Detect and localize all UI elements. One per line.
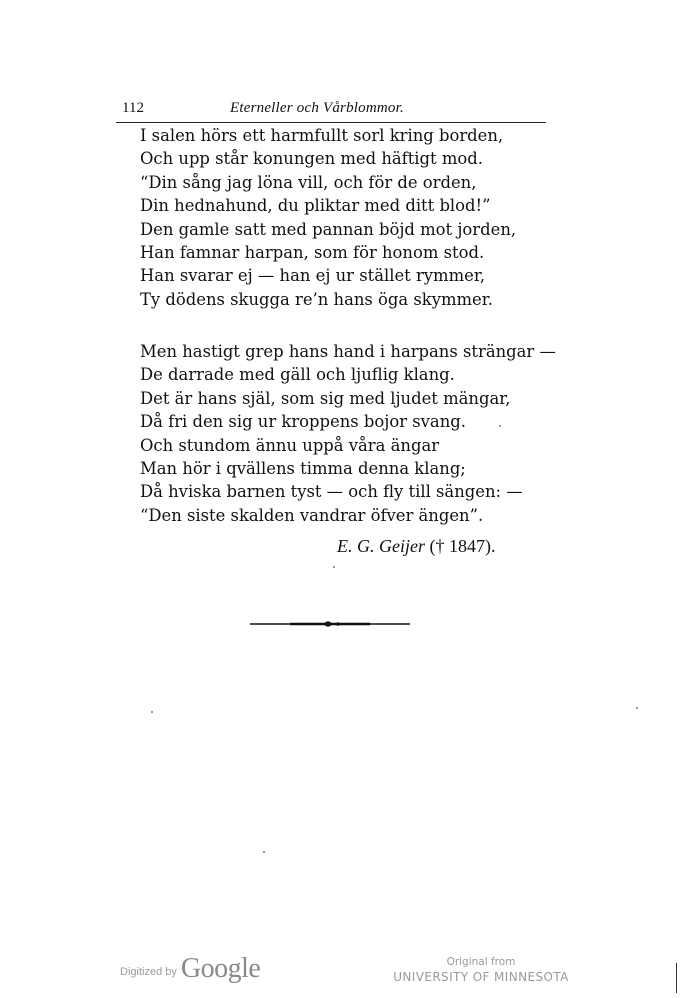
poem-line: Han famnar harpan, som för honom stod. bbox=[140, 242, 485, 262]
poem-line: “Din sång jag löna vill, och för de orden, bbox=[140, 172, 477, 192]
original-from-label: Original from bbox=[446, 956, 516, 968]
poem-line: Han svarar ej — han ej ur stället rymmer, bbox=[140, 266, 486, 286]
speck bbox=[499, 425, 501, 427]
google-logo: Google bbox=[180, 953, 261, 984]
poem-line: De darrade med gäll och ljuflig klang. bbox=[140, 365, 455, 385]
digitized-by-label: Digitized by bbox=[120, 966, 177, 978]
poem-line: Då hviska barnen tyst — och fly till sängen: — bbox=[140, 482, 523, 502]
page-header bbox=[122, 100, 542, 122]
speck bbox=[636, 707, 638, 709]
speck bbox=[263, 851, 265, 853]
poem-stanza-1 bbox=[140, 124, 570, 311]
author-name: E. G. Geijer bbox=[337, 536, 425, 556]
poem-line: Din hednahund, du pliktar med ditt blod!” bbox=[140, 196, 491, 216]
scan-edge-mark bbox=[676, 963, 677, 993]
poem-line: Det är hans själ, som sig med ljudet mängar, bbox=[140, 388, 511, 408]
poem-line: Man hör i qvällens timma denna klang; bbox=[140, 458, 466, 478]
poem-line: “Den siste skalden vandrar öfver ängen”. bbox=[140, 505, 484, 525]
header-rule bbox=[116, 122, 546, 123]
poem-line: I salen hörs ett harmfullt sorl kring borden, bbox=[140, 126, 504, 145]
speck bbox=[151, 711, 153, 713]
poem-line: Då fri den sig ur kroppens bojor svang. bbox=[140, 412, 466, 432]
poem-line: Och upp står konungen med häftigt mod. bbox=[140, 149, 483, 169]
poem-line: Och stundom ännu uppå våra ängar bbox=[140, 435, 440, 455]
author-signature bbox=[337, 536, 495, 557]
page-number: 112 bbox=[122, 100, 144, 116]
original-from bbox=[386, 955, 576, 985]
author-dates: († 1847). bbox=[424, 536, 496, 556]
institution-name: UNIVERSITY OF MINNESOTA bbox=[393, 970, 569, 984]
poem-line: Men hastigt grep hans hand i harpans strängar — bbox=[140, 342, 556, 361]
digitized-by-google bbox=[120, 953, 260, 989]
speck bbox=[333, 566, 335, 568]
poem-stanza-2 bbox=[140, 340, 570, 527]
ornament-divider bbox=[250, 620, 410, 628]
poem-line: Ty dödens skugga re’n hans öga skymmer. bbox=[140, 289, 493, 309]
running-title: Eterneller och Vårblommor. bbox=[230, 100, 404, 116]
poem-line: Den gamle satt med pannan böjd mot jorden, bbox=[140, 219, 517, 239]
